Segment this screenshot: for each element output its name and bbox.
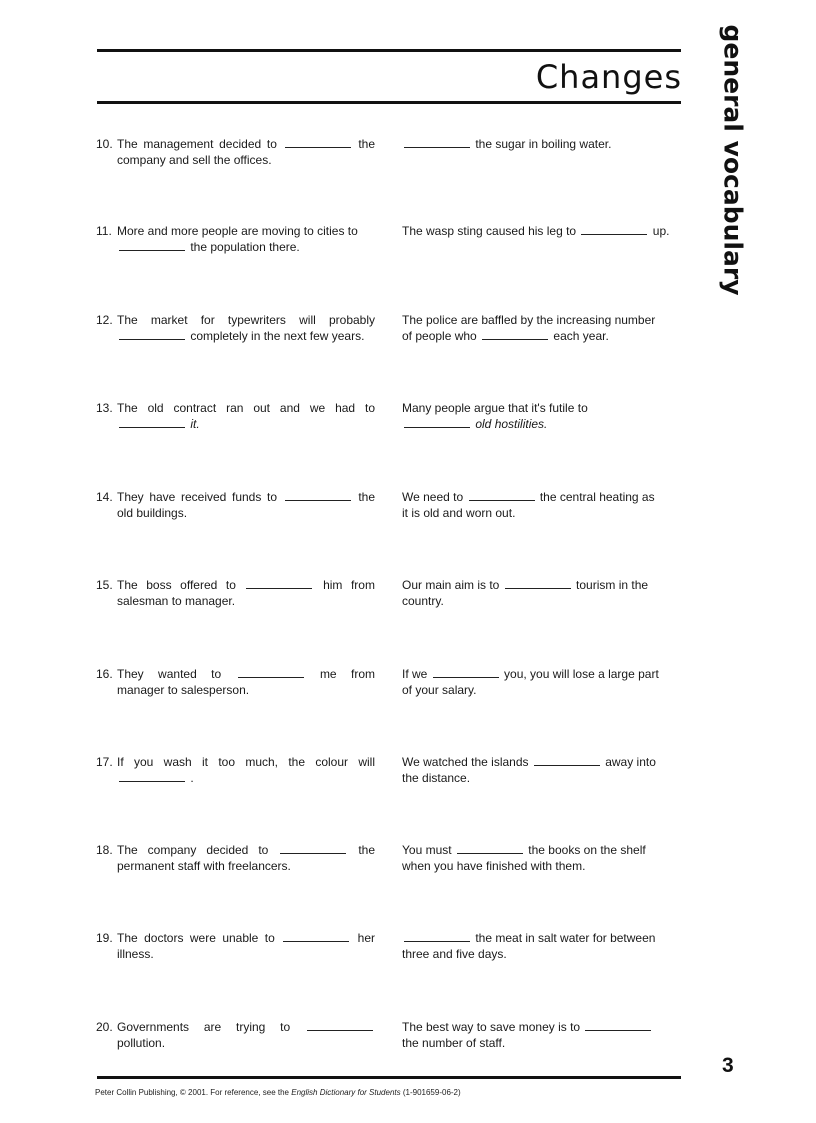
left-sentence: If you wash it too much, the colour will .: [117, 755, 375, 785]
exercise-number: 15.: [96, 578, 113, 592]
right-sentence: We watched the islands away into the distance.: [402, 755, 656, 785]
side-tab-label: general vocabulary: [718, 24, 748, 296]
exercise-number: 10.: [96, 137, 113, 151]
answer-blank[interactable]: [119, 241, 185, 251]
left-sentence: Governments are trying to pollution.: [117, 1019, 375, 1051]
left-sentence: More and more people are moving to cities to the population there.: [117, 224, 358, 254]
exercise-number: 17.: [96, 755, 113, 769]
right-sentence: Many people argue that it's futile to old hostilities.: [402, 401, 588, 431]
right-sentence: the sugar in boiling water.: [402, 136, 680, 152]
answer-blank[interactable]: [404, 418, 470, 428]
left-sentence: They have received funds to the old buildings.: [117, 490, 375, 520]
answer-blank[interactable]: [283, 932, 349, 942]
right-sentence: the meat in salt water for between three and five days.: [402, 931, 656, 961]
left-sentence: The management decided to the company and sell the offices.: [117, 137, 376, 167]
answer-blank[interactable]: [581, 225, 647, 235]
answer-blank[interactable]: [505, 579, 571, 589]
right-sentence: The best way to save money is to the number of staff.: [402, 1019, 680, 1051]
answer-blank[interactable]: [585, 1021, 651, 1031]
right-sentence: The wasp sting caused his leg to up.: [402, 224, 670, 238]
exercise-number: 13.: [96, 401, 113, 415]
answer-blank[interactable]: [119, 330, 185, 340]
right-sentence: The police are baffled by the increasing number of people who each year.: [402, 313, 656, 343]
answer-blank[interactable]: [285, 138, 351, 148]
exercise-number: 20.: [96, 1020, 113, 1034]
answer-blank[interactable]: [246, 579, 312, 589]
left-sentence: The doctors were unable to her illness.: [117, 931, 376, 961]
left-sentence: The boss offered to him from salesman to manager.: [117, 578, 375, 608]
exercise-number: 19.: [96, 931, 113, 945]
answer-blank[interactable]: [119, 418, 185, 428]
answer-blank[interactable]: [457, 844, 523, 854]
answer-blank[interactable]: [433, 668, 499, 678]
title-underline: [97, 101, 681, 104]
answer-blank[interactable]: [404, 138, 470, 148]
answer-blank[interactable]: [238, 668, 304, 678]
left-sentence: The old contract ran out and we had to it.: [117, 401, 375, 431]
top-rule: [97, 49, 681, 52]
right-sentence: Our main aim is to tourism in the country.: [402, 578, 649, 608]
answer-blank[interactable]: [469, 491, 535, 501]
exercise-number: 16.: [96, 667, 113, 681]
left-sentence: The market for typewriters will probably completely in the next few years.: [117, 313, 375, 343]
page-number: 3: [722, 1054, 734, 1077]
answer-blank[interactable]: [534, 756, 600, 766]
exercise-number: 12.: [96, 313, 113, 327]
right-sentence: We need to the central heating as it is old and worn out.: [402, 490, 655, 520]
book-title: English Dictionary for Students: [291, 1088, 401, 1097]
answer-blank[interactable]: [280, 844, 346, 854]
exercise-number: 14.: [96, 490, 113, 504]
page-title: Changes: [535, 58, 682, 96]
answer-blank[interactable]: [404, 932, 470, 942]
footer-rule: [97, 1076, 681, 1079]
answer-blank[interactable]: [119, 772, 185, 782]
left-sentence: They wanted to me from manager to salesperson.: [117, 667, 375, 697]
left-sentence: The company decided to the permanent staff with freelancers.: [117, 843, 375, 873]
footer-credit: Peter Collin Publishing, © 2001. For reference, see the English Dictionary for Students (1-901659-06-2): [95, 1088, 461, 1097]
answer-blank[interactable]: [482, 330, 548, 340]
answer-blank[interactable]: [307, 1021, 373, 1031]
right-sentence: If we you, you will lose a large part of your salary.: [402, 667, 659, 697]
exercise-number: 18.: [96, 843, 113, 857]
right-sentence: You must the books on the shelf when you have finished with them.: [402, 843, 646, 873]
exercise-number: 11.: [96, 224, 112, 238]
answer-blank[interactable]: [285, 491, 351, 501]
